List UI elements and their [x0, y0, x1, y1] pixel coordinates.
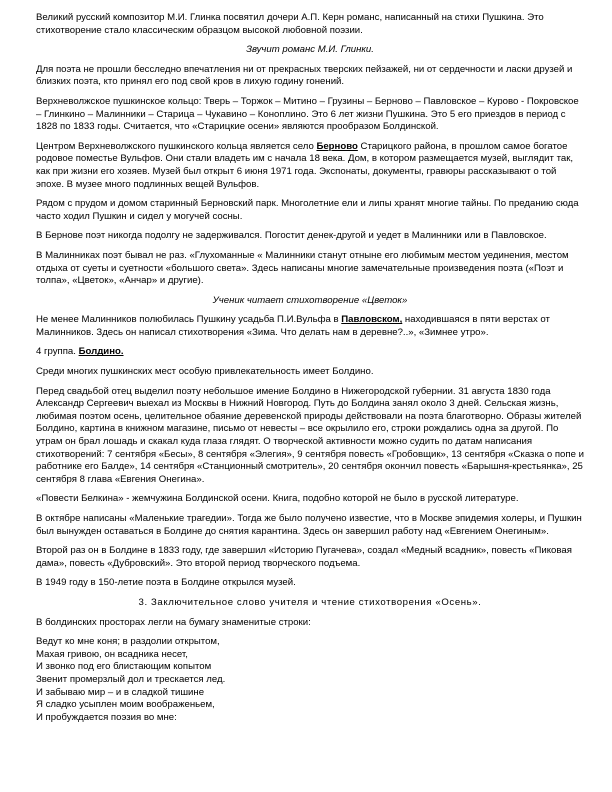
- poem-autumn: [36, 636, 584, 724]
- paragraph-bernovo: [36, 141, 584, 191]
- paragraph-bernovo-park: Рядом с прудом и домом старинный Берновский парк. Многолетние ели и липы хранят многие тайны. По преданию сюда часто ходил Пушкин и сидел у могучей сосны.: [36, 198, 579, 222]
- paragraph-pushkin-ring: Верхневолжское пушкинское кольцо: Тверь – Торжок – Митино – Грузины – Берново – Павловское – Курово - Покровское – Глинкино – Малинники – Старица – Чукавино – Коноплино. Это 6 лет жизни Пушкина. Это 5 его приездов в период с 1828 по 1833 годы. Считается, что «Старицкие осени» являются прообразом Болдинской.: [36, 95, 579, 133]
- paragraph-famous-lines: В болдинских просторах легли на бумагу знаменитые строки:: [36, 616, 311, 628]
- pavlovskoe-link[interactable]: Павловском,: [341, 314, 403, 326]
- pavlovskoe-text-before: Не менее Малинников полюбилась Пушкину усадьба П.И.Вульфа в: [36, 314, 342, 326]
- document-page: [36, 12, 584, 724]
- poem-line: Звенит промерзлый дол и трескается лед.: [36, 673, 226, 685]
- poem-line: И звонко под его блистающим копытом: [36, 661, 212, 673]
- paragraph-belkin-tales: «Повести Белкина» - жемчужина Болдинской осени. Книга, подобно которой не было в русской литературе.: [36, 493, 519, 505]
- poem-line: Махая гривою, он всадника несет,: [36, 648, 188, 660]
- section-heading-conclusion: 3. Заключительное слово учителя и чтение стихотворения «Осень».: [138, 596, 482, 608]
- paragraph-pavlovskoe: [36, 314, 584, 339]
- pavlovskoe-text-after: находившаяся в пяти верстах от Малинников. Здесь он написал стихотворения «Зима. Что делать нам в деревне?..», «Зимнее утро».: [36, 314, 550, 338]
- poem-line: Я сладко усыплен моим воображеньем,: [36, 699, 215, 711]
- group-heading-boldino: [36, 346, 584, 359]
- bernovo-text-after: Старицкого района, в прошлом самое богатое родовое поместье Вульфов. Они стали владеть им с начала 18 века. Дом, в котором размещается музей, выглядит так, как при жизни его хозяев. Музей был открыт 6 июня 1971 года. Экспонаты, документы, гравюры рассказывают о той эпохе. В музее много подлинных вещей Вульфов.: [36, 140, 574, 190]
- poem-line: Ведут ко мне коня; в раздолии открытом,: [36, 636, 220, 648]
- paragraph-malinniki: В Малинниках поэт бывал не раз. «Глухоманные « Малинники станут отныне его любимым местом уединения, местом отдыха от суеты и суетности «большого света». Здесь написаны многие замечательные произведения поэта («Поэт и толпа», «Цветок», «Анчар» и другие).: [36, 249, 569, 287]
- stage-note-romance: Звучит романс М.И. Глинки.: [246, 44, 374, 56]
- paragraph-bernovo-visits: В Бернове поэт никогда подолгу не задерживался. Погостит денек-другой и уедет в Малинники или в Павловское.: [36, 230, 547, 242]
- boldino-link[interactable]: Болдино.: [78, 346, 124, 358]
- bernovo-link[interactable]: Берново: [316, 140, 358, 152]
- paragraph-boldino-intro: Среди многих пушкинских мест особую привлекательность имеет Болдино.: [36, 366, 374, 378]
- paragraph-glinka-romance: Великий русский композитор М.И. Глинка посвятил дочери А.П. Керн романс, написанный на стихи Пушкина. Это стихотворение стало классическим образцом высокой любовной поэзии.: [36, 12, 544, 36]
- poem-line: И забываю мир – и в сладкой тишине: [36, 686, 205, 698]
- paragraph-second-visit: Второй раз он в Болдине в 1833 году, где завершил «Историю Пугачева», создал «Медный всадник», повесть «Пиковая дама», повесть «Дубровский». Это второй период творческого подъема.: [36, 545, 572, 569]
- poem-line: И пробуждается поэзия во мне:: [36, 711, 177, 723]
- paragraph-little-tragedies: В октябре написаны «Маленькие трагедии». Тогда же было получено известие, что в Москве эпидемия холеры, и Пушкин был вынужден оставаться в Болдине до снятия карантина. Здесь он завершил работу над «Евгением Онегиным».: [36, 513, 582, 537]
- stage-note-flower: Ученик читает стихотворение «Цветок»: [212, 294, 408, 306]
- paragraph-museum: В 1949 году в 150-летие поэта в Болдине открылся музей.: [36, 577, 296, 589]
- paragraph-impressions: Для поэта не прошли бесследно впечатления ни от прекрасных тверских пейзажей, ни от сердечности и ласки друзей и близких поэта, кто принял его под свой кров в лихую годину гонений.: [36, 63, 573, 88]
- group-label: 4 группа.: [36, 346, 79, 358]
- bernovo-text-before: Центром Верхневолжского пушкинского кольца является село: [36, 140, 317, 152]
- paragraph-boldino-autumn: Перед свадьбой отец выделил поэту небольшое имение Болдино в Нижегородской губернии. 31 августа 1830 года Александр Сергеевич выехал из Москвы в Нижний Новгород. Путь до Болдина занял около 3 дней. Сельская жизнь, любимая поэтом осень, целительное обаяние деревенской природы действовали на поэта благотворно. Образы жителей Болдино, картина в книжном магазине, письмо от невесты – все окрылило его, строки рождались одна за другой. По утрам он брал лошадь и скакал куда глаза глядят. О творческой активности можно судить по датам написания стихотворений: 7 сентября «Бесы», 8 сентября «Элегия», 9 сентября повесть «Гробовщик», 13 сентября «Сказка о попе и работнике его Балде», 14 сентября «Станционный смотритель», 20 сентября окончил повесть «Барышня-крестьянка», 25 сентября 8 глава «Евгения Онегина».: [36, 385, 584, 485]
